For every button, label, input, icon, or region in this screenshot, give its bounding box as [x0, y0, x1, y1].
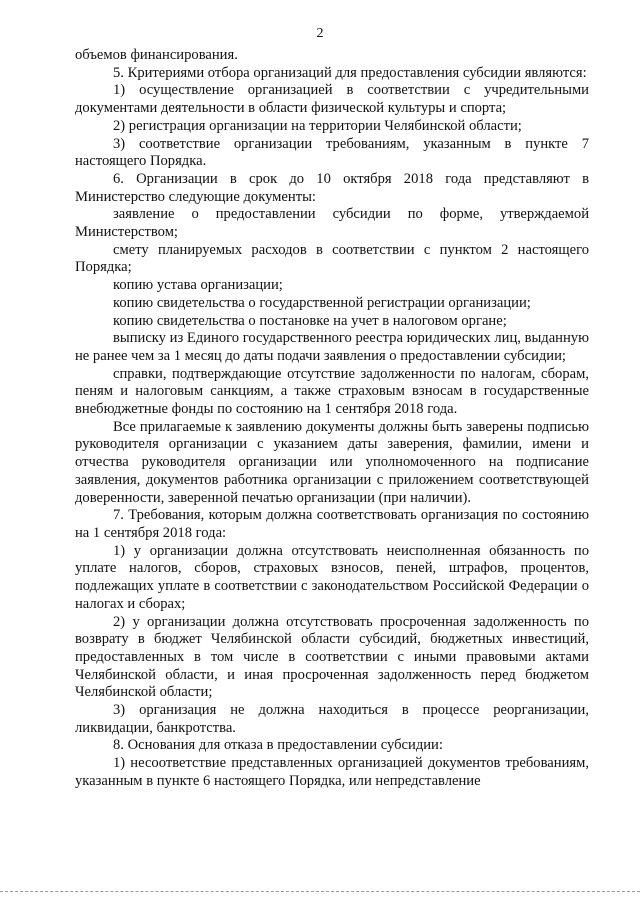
paragraph: 1) осуществление организацией в соответствии с учредительными документами деятельности в области физической культуры и спорта; [75, 82, 589, 117]
paragraph: 2) регистрация организации на территории Челябинской области; [113, 117, 522, 134]
paragraph: Все прилагаемые к заявлению документы должны быть заверены подписью руководителя организации с указанием даты заверения, фамилии, имени и отчества руководителя организации или уполномоченного на подписание заявления, документов работника организации с приложением соответствующей доверенности, заверенной печатью организации (при наличии). [75, 418, 589, 506]
paragraph: объемов финансирования. [75, 47, 238, 63]
paragraph: копию свидетельства о государственной регистрации организации; [113, 294, 531, 311]
page-bottom-divider [0, 891, 640, 892]
paragraph: 8. Основания для отказа в предоставлении субсидии: [113, 737, 443, 754]
paragraph: 5. Критериями отбора организаций для предоставления субсидии являются: [113, 64, 587, 81]
paragraph: 1) у организации должна отсутствовать неисполненная обязанность по уплате налогов, сборов, страховых взносов, пеней, штрафов, процентов, подлежащих уплате в соответствии с законодательством Российской Федерации о налогах и сборах; [75, 542, 589, 612]
paragraph: 6. Организации в срок до 10 октября 2018 года представляют в Министерство следующие документы: [75, 170, 589, 205]
paragraph: 1) несоответствие представленных организацией документов требованиям, указанным в пункте 6 настоящего Порядка, или непредставление [75, 755, 589, 789]
paragraph: справки, подтверждающие отсутствие задолженности по налогам, сборам, пеням и налоговым санкциям, а также страховым взносам в государственные внебюджетные фонды по состоянию на 1 сентября 2018 года. [75, 365, 589, 418]
paragraph: заявление о предоставлении субсидии по форме, утверждаемой Министерством; [75, 206, 589, 241]
paragraph: 2) у организации должна отсутствовать просроченная задолженность по возврату в бюджет Челябинской области субсидий, бюджетных инвестиций, предоставленных в том числе в соответствии с иными правовыми актами Челябинской области, и иная просроченная задолженность перед бюджетом Челябинской области; [75, 613, 589, 701]
paragraph: копию устава организации; [113, 277, 283, 294]
paragraph: 7. Требования, которым должна соответствовать организация по состоянию на 1 сентября 2018 года: [75, 507, 589, 541]
paragraph: 3) организация не должна находиться в процессе реорганизации, ликвидации, банкротства. [75, 702, 589, 736]
document-body [75, 47, 589, 791]
paragraph: выписку из Единого государственного реестра юридических лиц, выданную не ранее чем за 1 месяц до даты подачи заявления о предоставлении субсидии; [75, 330, 589, 364]
paragraph: 3) соответствие организации требованиям, указанным в пункте 7 настоящего Порядка. [75, 135, 589, 170]
paragraph: смету планируемых расходов в соответствии с пунктом 2 настоящего Порядка; [75, 241, 589, 276]
page-number: 2 [316, 26, 324, 41]
paragraph: копию свидетельства о постановке на учет в налоговом органе; [113, 312, 507, 329]
